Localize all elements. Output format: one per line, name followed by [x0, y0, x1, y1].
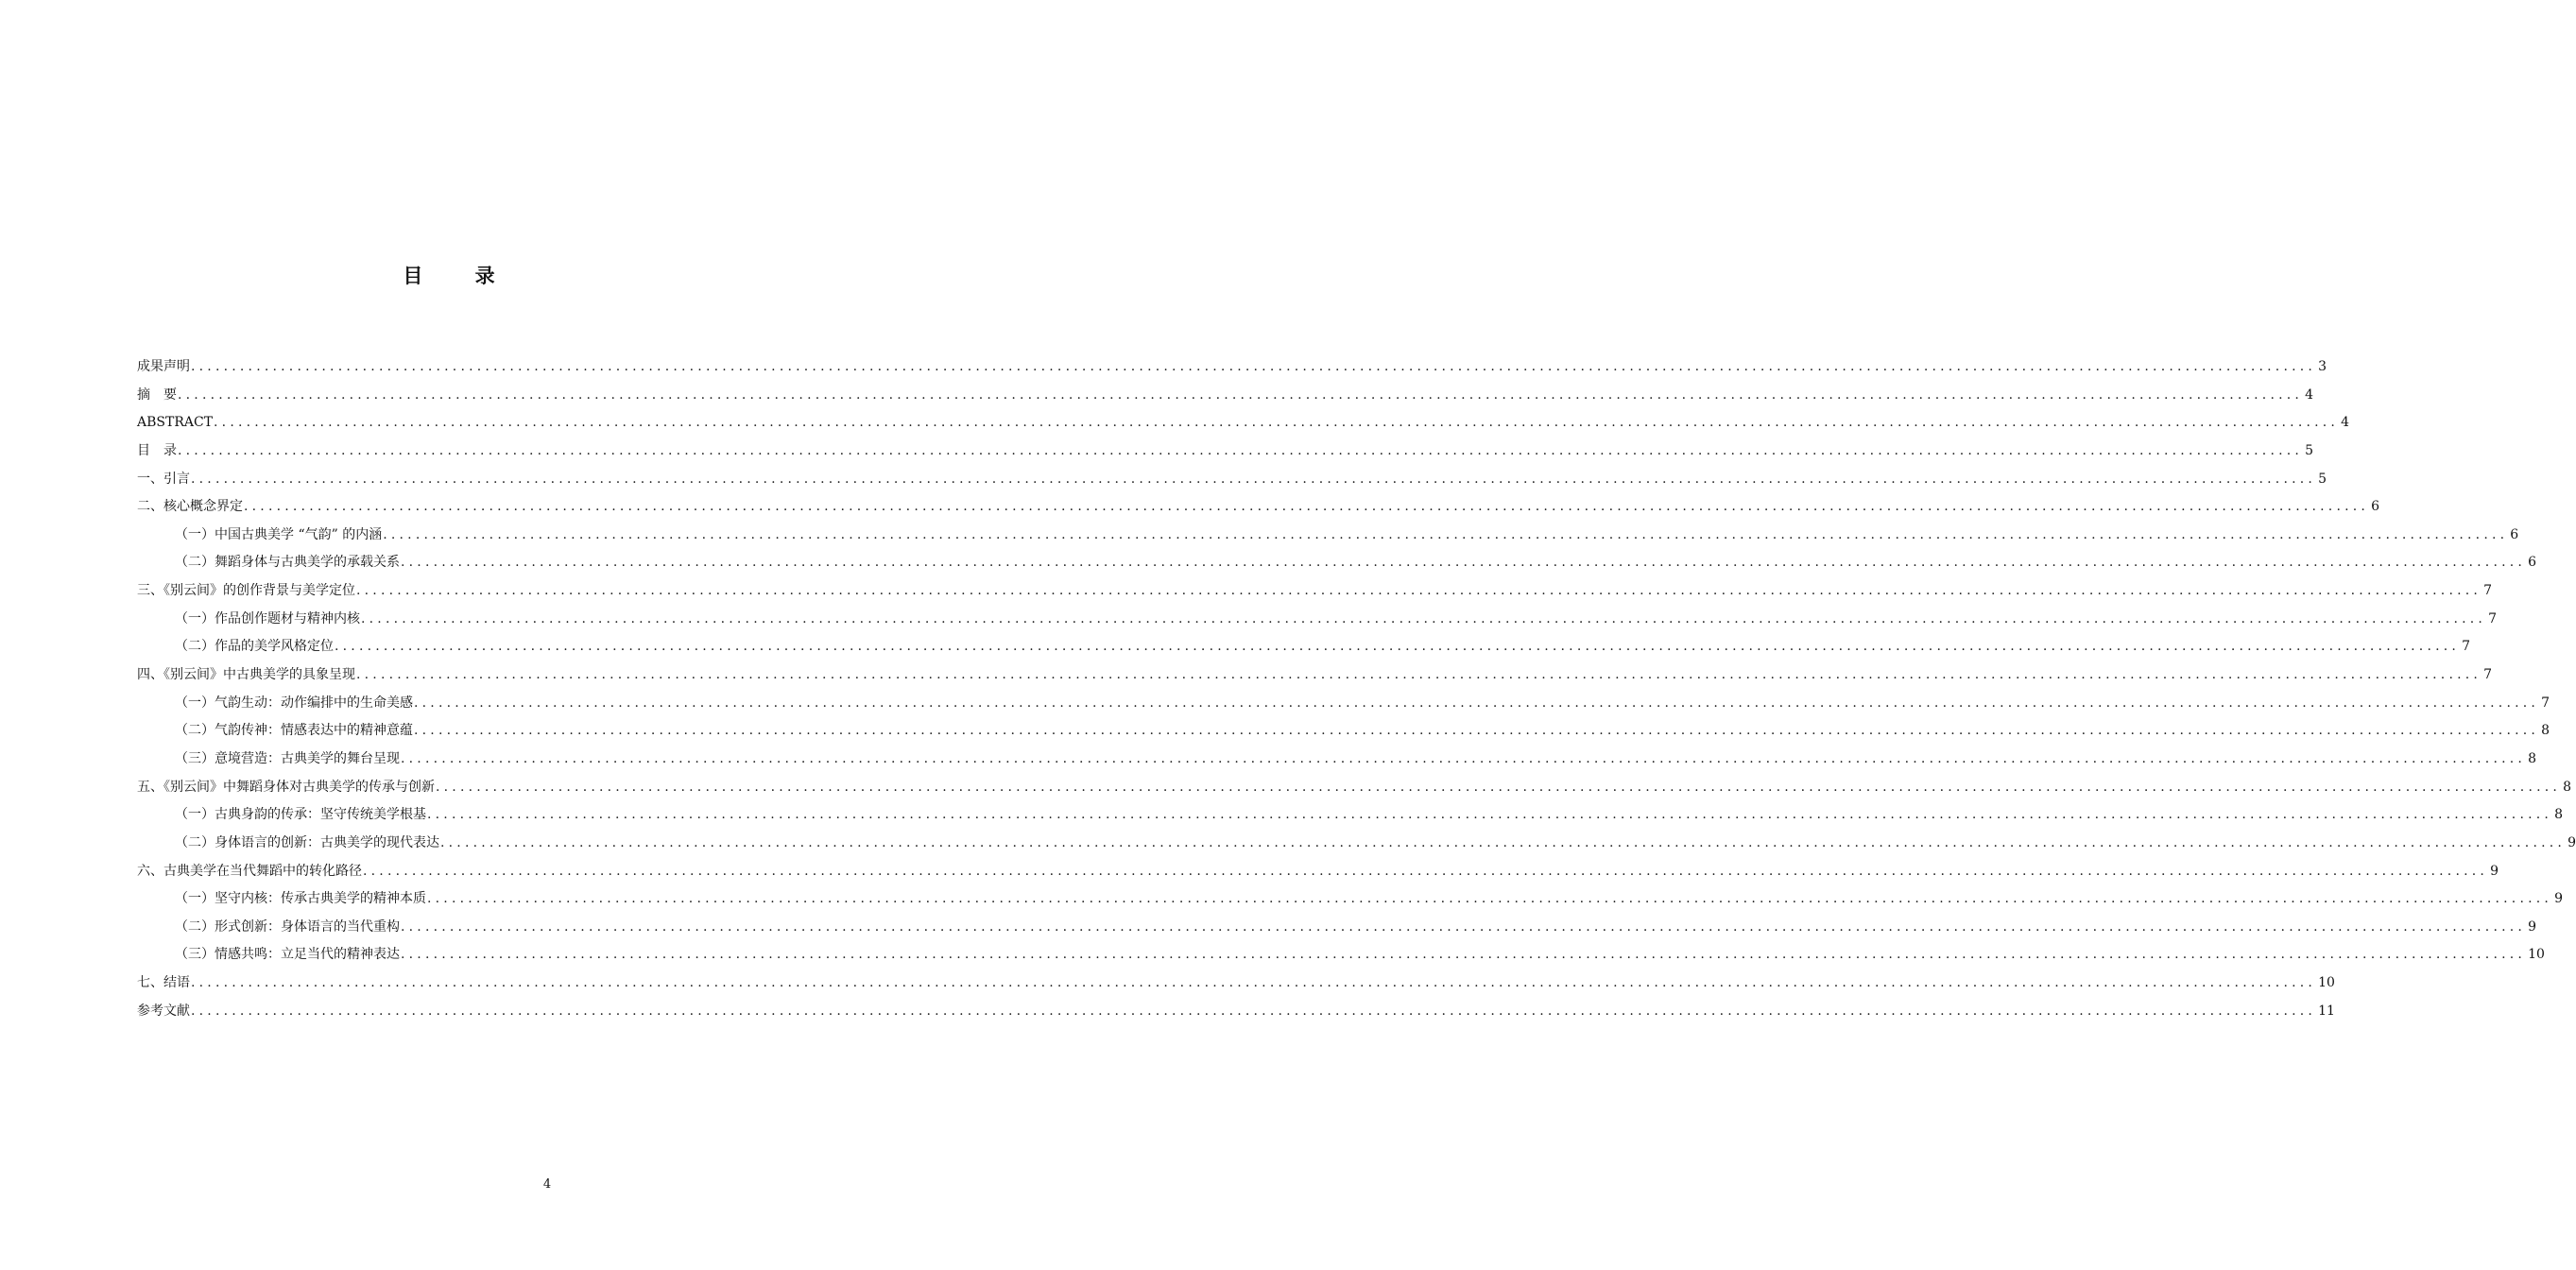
toc-entry-label: 摘 要 — [137, 386, 177, 403]
toc-dot-leader: .................................................................................................................................................................................................................................................................... — [191, 471, 2317, 487]
toc-entry[interactable] — [137, 970, 2335, 998]
toc-entry-label: （二）作品的美学风格定位 — [175, 639, 334, 655]
toc-entry-page: 8 — [2563, 779, 2571, 795]
toc-entry-page: 7 — [2541, 695, 2550, 711]
toc-subentry[interactable] — [137, 606, 2497, 634]
toc-entry-page: 8 — [2528, 750, 2536, 766]
toc-dot-leader: .................................................................................................................................................................................................................................................................... — [356, 667, 2482, 683]
toc-subentry[interactable] — [137, 830, 2576, 858]
toc-dot-leader: .................................................................................................................................................................................................................................................................... — [414, 695, 2540, 711]
toc-entry[interactable] — [137, 353, 2327, 382]
toc-subentry[interactable] — [137, 633, 2470, 661]
toc-dot-leader: .................................................................................................................................................................................................................................................................... — [214, 415, 2340, 431]
toc-subentry[interactable] — [137, 717, 2550, 746]
toc-dot-leader: .................................................................................................................................................................................................................................................................... — [191, 975, 2317, 991]
toc-entry-label: 一、引言 — [137, 471, 190, 487]
toc-entry-label: （一）古典身韵的传承：坚守传统美学根基 — [175, 807, 426, 823]
toc-entry-label: （一）作品创作题材与精神内核 — [175, 610, 360, 626]
toc-dot-leader: .................................................................................................................................................................................................................................................................... — [401, 918, 2527, 935]
toc-dot-leader: .................................................................................................................................................................................................................................................................... — [401, 947, 2527, 963]
toc-entry-page: 6 — [2510, 526, 2519, 542]
toc-dot-leader: .................................................................................................................................................................................................................................................................... — [436, 779, 2562, 795]
toc-subentry[interactable] — [137, 914, 2536, 942]
toc-entry-label: （二）舞蹈身体与古典美学的承载关系 — [175, 555, 400, 571]
toc-entry-page: 7 — [2483, 583, 2492, 599]
toc-entry-page: 7 — [2462, 639, 2470, 655]
toc-entry-page: 9 — [2554, 891, 2563, 907]
toc-entry-label: ABSTRACT — [137, 415, 214, 431]
toc-subentry[interactable] — [137, 885, 2563, 914]
toc-dot-leader: .................................................................................................................................................................................................................................................................... — [427, 807, 2553, 823]
toc-entry-page: 4 — [2341, 415, 2350, 431]
toc-dot-leader: .................................................................................................................................................................................................................................................................... — [244, 499, 2370, 515]
toc-dot-leader: .................................................................................................................................................................................................................................................................... — [427, 891, 2553, 907]
toc-entry-page: 5 — [2318, 471, 2327, 487]
page-number: 4 — [542, 1177, 552, 1192]
toc-entry[interactable] — [137, 493, 2379, 522]
toc-entry[interactable] — [137, 774, 2571, 802]
toc-dot-leader: .................................................................................................................................................................................................................................................................... — [191, 359, 2317, 374]
toc-entry-page: 8 — [2554, 807, 2563, 823]
toc-dot-leader: .................................................................................................................................................................................................................................................................... — [401, 555, 2527, 571]
toc-dot-leader: .................................................................................................................................................................................................................................................................... — [356, 583, 2482, 599]
toc-entry-page: 6 — [2371, 499, 2379, 515]
toc-entry[interactable] — [137, 858, 2499, 886]
toc-entry-page: 8 — [2541, 723, 2550, 739]
toc-entry-label: 五、《别云间》中舞蹈身体对古典美学的传承与创新 — [137, 779, 435, 795]
toc-dot-leader: .................................................................................................................................................................................................................................................................... — [178, 442, 2304, 458]
toc-entry-label: （三）情感共鸣：立足当代的精神表达 — [175, 947, 400, 963]
toc-dot-leader: .................................................................................................................................................................................................................................................................... — [335, 639, 2461, 655]
toc-entry-page: 3 — [2318, 359, 2327, 374]
toc-subentry[interactable] — [137, 522, 2519, 550]
toc-entry-page: 6 — [2528, 555, 2536, 571]
toc-entry-page: 9 — [2567, 834, 2576, 850]
toc-title: 目 录 — [403, 265, 518, 287]
toc-entry[interactable] — [137, 661, 2492, 690]
toc-subentry[interactable] — [137, 801, 2563, 830]
toc-dot-leader: .................................................................................................................................................................................................................................................................... — [361, 610, 2487, 626]
toc-entry-label: （一）坚守内核：传承古典美学的精神本质 — [175, 891, 426, 907]
toc-dot-leader: .................................................................................................................................................................................................................................................................... — [401, 750, 2527, 766]
toc-entry-page: 9 — [2490, 863, 2499, 879]
toc-entry[interactable] — [137, 409, 2350, 438]
toc-entry[interactable] — [137, 466, 2327, 494]
toc-entry-label: 二、核心概念界定 — [137, 499, 243, 515]
toc-dot-leader: .................................................................................................................................................................................................................................................................... — [414, 723, 2540, 739]
toc-entry-label: （二）气韵传神：情感表达中的精神意蕴 — [175, 723, 413, 739]
toc-entry-label: （二）形式创新：身体语言的当代重构 — [175, 918, 400, 935]
toc-entry[interactable] — [137, 998, 2335, 1026]
toc-subentry[interactable] — [137, 746, 2536, 774]
toc-entry-label: 成果声明 — [137, 359, 190, 374]
toc-entry-label: （一）中国古典美学 “气韵” 的内涵 — [175, 526, 383, 542]
toc-dot-leader: .................................................................................................................................................................................................................................................................... — [383, 526, 2509, 542]
toc-subentry[interactable] — [137, 941, 2545, 970]
toc-entry-label: 参考文献 — [137, 1003, 190, 1019]
toc-dot-leader: .................................................................................................................................................................................................................................................................... — [363, 863, 2489, 879]
toc-dot-leader: .................................................................................................................................................................................................................................................................... — [191, 1003, 2317, 1019]
toc-dot-leader: .................................................................................................................................................................................................................................................................... — [440, 834, 2567, 850]
toc-entry-page: 5 — [2305, 442, 2313, 458]
toc-subentry[interactable] — [137, 549, 2536, 577]
table-of-contents — [137, 353, 2576, 1025]
toc-entry-page: 11 — [2318, 1003, 2335, 1019]
toc-entry-label: 四、《别云间》中古典美学的具象呈现 — [137, 667, 355, 683]
toc-entry-label: （二）身体语言的创新：古典美学的现代表达 — [175, 834, 439, 850]
toc-entry-label: 六、古典美学在当代舞蹈中的转化路径 — [137, 863, 362, 879]
toc-entry-page: 7 — [2488, 610, 2497, 626]
toc-entry-label: 七、结语 — [137, 975, 190, 991]
toc-entry-page: 9 — [2528, 918, 2536, 935]
toc-entry-page: 10 — [2318, 975, 2335, 991]
toc-entry-label: 三、《别云间》的创作背景与美学定位 — [137, 583, 355, 599]
toc-entry-page: 4 — [2305, 386, 2313, 403]
toc-entry-label: （一）气韵生动：动作编排中的生命美感 — [175, 695, 413, 711]
toc-entry[interactable] — [137, 438, 2313, 466]
toc-entry-label: （三）意境营造：古典美学的舞台呈现 — [175, 750, 400, 766]
toc-entry[interactable] — [137, 577, 2492, 606]
toc-entry-page: 10 — [2528, 947, 2545, 963]
toc-entry-label: 目 录 — [137, 442, 177, 458]
toc-entry[interactable] — [137, 382, 2313, 410]
toc-dot-leader: .................................................................................................................................................................................................................................................................... — [178, 386, 2304, 403]
toc-entry-page: 7 — [2483, 667, 2492, 683]
toc-subentry[interactable] — [137, 690, 2550, 718]
